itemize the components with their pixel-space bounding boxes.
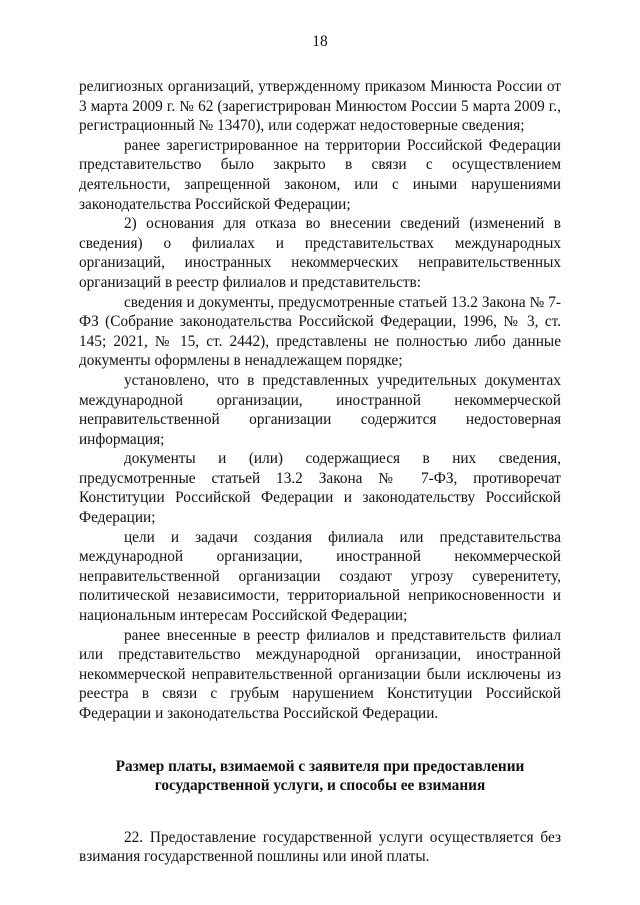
paragraph: документы и (или) содержащиеся в них сведения, предусмотренные статьей 13.2 Закона № 7-ФЗ, противоречат Конституции Российской Федерации и законодательству Российской Федерации; [79,450,561,527]
paragraph: 2) основания для отказа во внесении сведений (изменений в сведения) о филиалах и представительствах международных организаций, иностранных некоммерческих неправительственных организаций в реестр филиалов и представительств: [79,215,561,291]
paragraph: религиозных организаций, утвержденному приказом Минюста России от 3 марта 2009 г. № 62 (зарегистрирован Минюстом России 5 марта 2009 г., регистрационный № 13470), или содержат недостоверные сведения; [79,78,561,135]
page-number: 18 [312,33,328,50]
paragraph: ранее внесенные в реестр филиалов и представительств филиал или представительство международной организации, иностранной некоммерческой неправительственной организации были исключены из реестра в связи с грубым нарушением Конституции Российской Федерации и законодательства Российской Федерации. [79,626,561,722]
paragraph: установлено, что в представленных учредительных документах международной организации, иностранной некоммерческой неправительственной организации содержится недостоверная информация; [79,371,561,448]
document-body [79,77,561,867]
paragraph: цели и задачи создания филиала или представительства международной организации, иностранной некоммерческой неправительственной организации создают угрозу суверенитету, политической независимости, территориальной неприкосновенности и национальным интересам Российской Федерации; [79,528,561,625]
section-heading-line-1: Размер платы, взимаемой с заявителя при предоставлении [115,757,525,775]
section-heading-line-2: государственной услуги, и способы ее взимания [154,777,486,795]
paragraph: сведения и документы, предусмотренные статьей 13.2 Закона № 7-ФЗ (Собрание законодательства Российской Федерации, 1996, № 3, ст. 145; 2021, № 15, ст. 2442), представлены не полностью либо данные документы оформлены в ненадлежащем порядке; [79,293,561,370]
section-heading [79,757,561,796]
paragraph: 22. Предоставление государственной услуги осуществляется без взимания государственной пошлины или иной платы. [79,828,561,866]
paragraph: ранее зарегистрированное на территории Российской Федерации представительство было закрыто в связи с осуществлением деятельности, запрещенной законом, или с иными нарушениями законодательства Российской Федерации; [79,136,561,213]
